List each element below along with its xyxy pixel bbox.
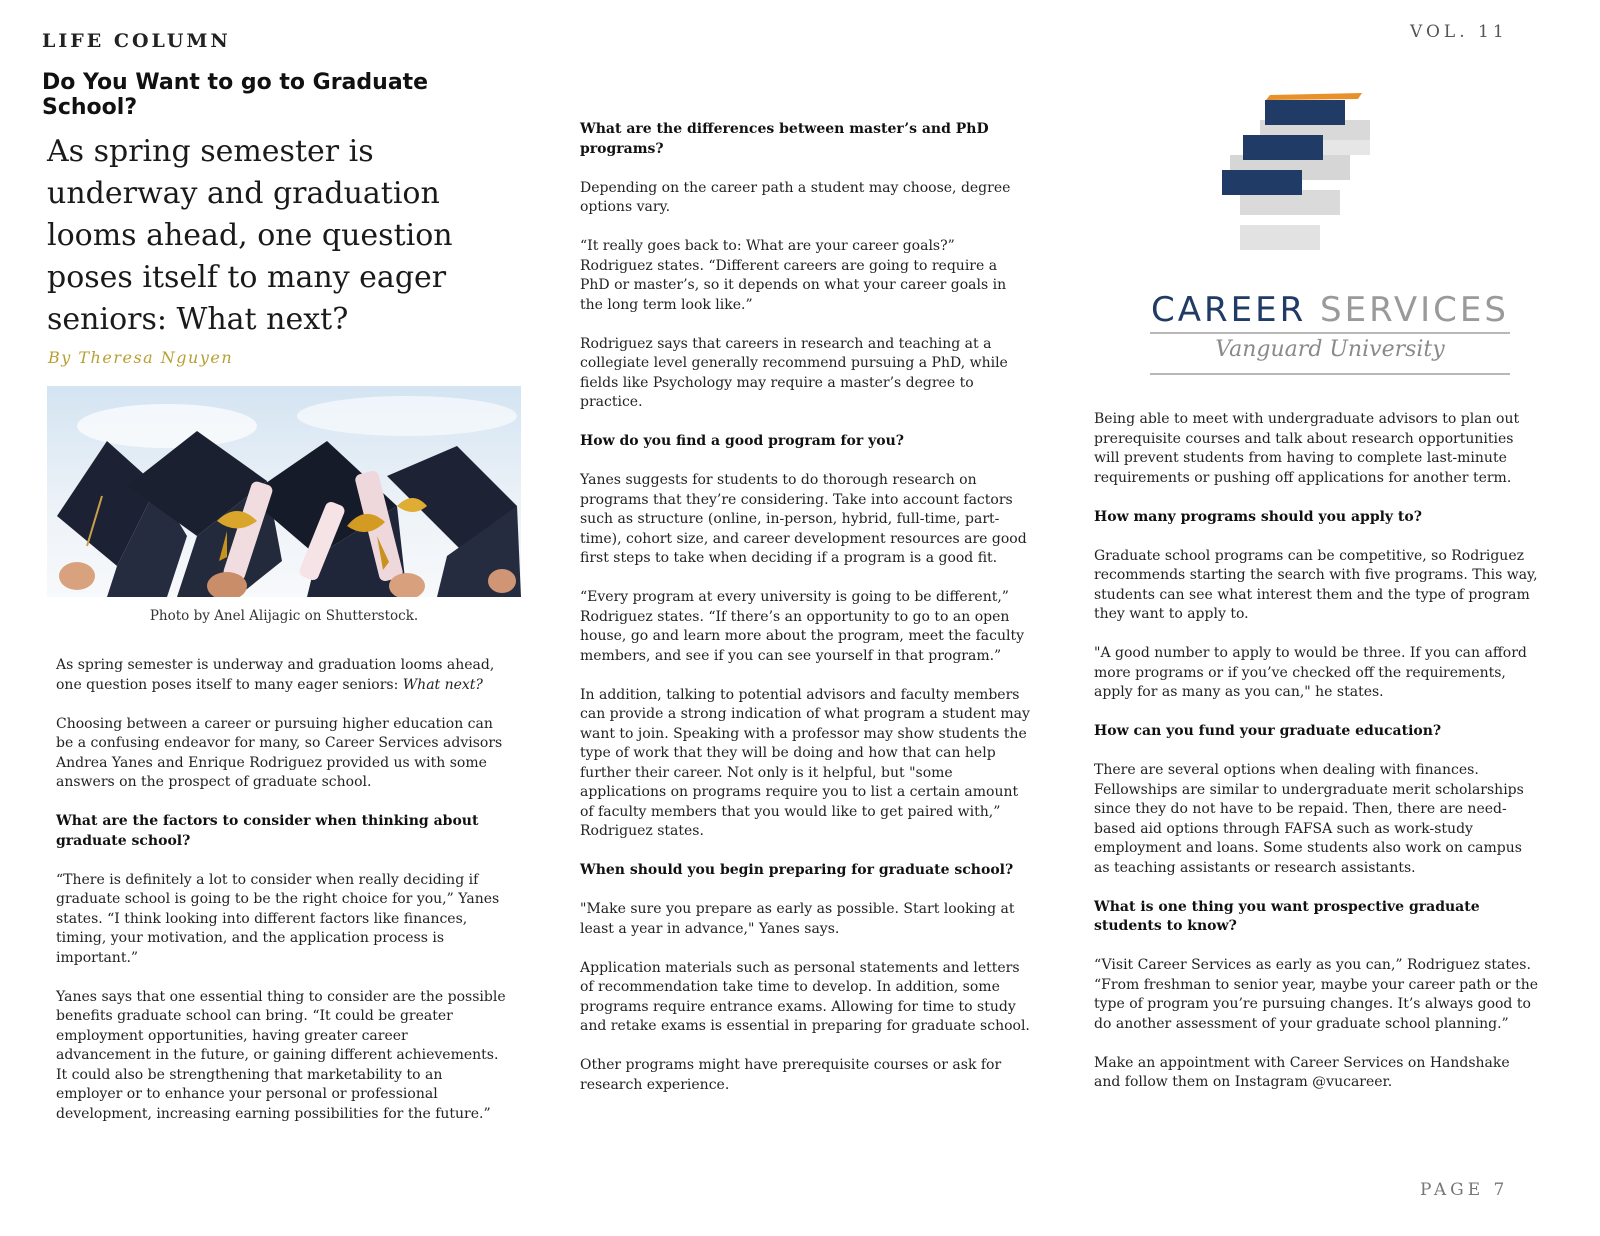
paragraph: Yanes says that one essential thing to consider are the possible benefits graduate school can bring. “It could be greater employment opportunities, having greater career advancement in the future, or gaining different achievements. It could also be strengthening that marketability to an employer or to enhance your personal or professional development, increasing earning possibilities for the future.”: [56, 988, 506, 1122]
paragraph: Yanes suggests for students to do thorough research on programs that they’re considering. Take into account factors such as structure (online, in-person, hybrid, full-time, part-time), cohort size, and career development resources are good first steps to take when deciding if a program is a good fit.: [580, 472, 1027, 566]
paragraph: Application materials such as personal statements and letters of recommendation take time to develop. In addition, some programs require entrance exams. Allowing for time to study and retake exams is essential in preparing for graduate school.: [580, 959, 1030, 1034]
photo-caption: Photo by Anel Alijagic on Shutterstock.: [149, 608, 419, 624]
article-column-3: [1094, 410, 1539, 1112]
paragraph: “Visit Career Services as early as you can,” Rodriguez states. “From freshman to senior year, maybe your career path or the type of program you’re pursuing changes. It’s always good to do another assessment of your graduate school planning.”: [1094, 957, 1539, 1032]
subheading: How can you fund your graduate education?: [1094, 723, 1442, 739]
subheading: When should you begin preparing for graduate school?: [580, 862, 1014, 878]
article-column-2: [580, 120, 1030, 1115]
subheading: How many programs should you apply to?: [1094, 508, 1422, 525]
logo-word-career: CAREER: [1151, 290, 1307, 330]
page-number: PAGE 7: [1420, 1180, 1509, 1200]
volume-label: VOL. 11: [1410, 22, 1508, 42]
logo-word-services: SERVICES: [1320, 290, 1509, 330]
logo-rule-bottom: [1150, 373, 1510, 375]
paragraph: Choosing between a career or pursuing higher education can be a confusing endeavor for many, so Career Services advisors Andrea Yanes and Enrique Rodriguez provided us with some answers on the prospect of graduate school.: [56, 715, 503, 790]
paragraph: In addition, talking to potential advisors and faculty members can provide a strong indication of what program a student may want to join. Speaking with a professor may show students the type of work that they will be doing and how that can help further their career. Not only is it helpful, but "some applications on programs require you to list a certain amount of faculty members that you would like to get paired with,” Rodriguez states.: [580, 686, 1030, 839]
section-label: LIFE COLUMN: [42, 30, 231, 52]
subheading: What are the differences between master’s and PhD programs?: [580, 121, 989, 157]
article-lede: As spring semester is underway and graduation looms ahead, one question poses itself to many eager seniors: What next?: [47, 134, 453, 337]
paragraph: “It really goes back to: What are your career goals?” Rodriguez states. “Different careers are going to require a PhD or master’s, so it depends on what your career goals in the long term look like.”: [580, 238, 1007, 313]
paragraph: [56, 656, 506, 695]
paragraph: Other programs might have prerequisite courses or ask for research experience.: [580, 1057, 1002, 1093]
logo-wordmark: [1140, 290, 1520, 330]
article-column-1: [56, 656, 506, 1144]
article-title: Do You Want to go to Graduate School?: [42, 70, 429, 120]
paragraph: “There is definitely a lot to consider when really deciding if graduate school is going to be the right choice for you,” Yanes states. “I think looking into different factors like finances, timing, your motivation, and the application process is important.”: [56, 871, 500, 966]
stairs-logo-icon: [1140, 85, 1520, 285]
paragraph: "A good number to apply to would be three. If you can afford more programs or if you’ve checked off the requirements, apply for as many as you can," he states.: [1094, 645, 1527, 700]
subheading: What are the factors to consider when thinking about graduate school?: [56, 813, 479, 849]
paragraph-italic: What next?: [402, 676, 483, 693]
paragraph: Being able to meet with undergraduate advisors to plan out prerequisite courses and talk about research opportunities will prevent students from having to complete last-minute requirements or pushing off applications for another term.: [1094, 411, 1520, 486]
logo-rule-top: [1150, 332, 1510, 334]
graduation-photo: [47, 386, 521, 597]
subheading: How do you find a good program for you?: [580, 433, 905, 449]
paragraph: Rodriguez says that careers in research and teaching at a collegiate level generally recommend pursuing a PhD, while fields like Psychology may require a master’s degree to practice.: [580, 335, 1008, 410]
paragraph: Make an appointment with Career Services on Handshake and follow them on Instagram @vucareer.: [1094, 1054, 1510, 1090]
paragraph: Graduate school programs can be competitive, so Rodriguez recommends starting the search with five programs. This way, students can see what interest them and the type of program they want to apply to.: [1094, 547, 1538, 622]
paragraph: "Make sure you prepare as early as possible. Start looking at least a year in advance," Yanes says.: [580, 901, 1015, 937]
paragraph: Depending on the career path a student may choose, degree options vary.: [580, 179, 1011, 215]
paragraph: There are several options when dealing with finances. Fellowships are similar to undergraduate merit scholarships since they do not have to be repaid. Then, there are need-based aid options through FAFSA such as work-study employment and loans. Some students also work on campus as teaching assistants or research assistants.: [1094, 762, 1524, 876]
logo-university: Vanguard University: [1215, 337, 1445, 362]
career-services-logo: [1140, 85, 1520, 385]
paragraph: “Every program at every university is going to be different,” Rodriguez states. “If there’s an opportunity to go to an open house, go and learn more about the program, meet the faculty members, and see if you can see yourself in that program.”: [580, 589, 1025, 664]
byline: By Theresa Nguyen: [48, 348, 234, 367]
subheading: What is one thing you want prospective graduate students to know?: [1094, 898, 1480, 934]
paragraph-text: As spring semester is underway and graduation looms ahead, one question poses itself to many eager seniors:: [56, 657, 495, 693]
